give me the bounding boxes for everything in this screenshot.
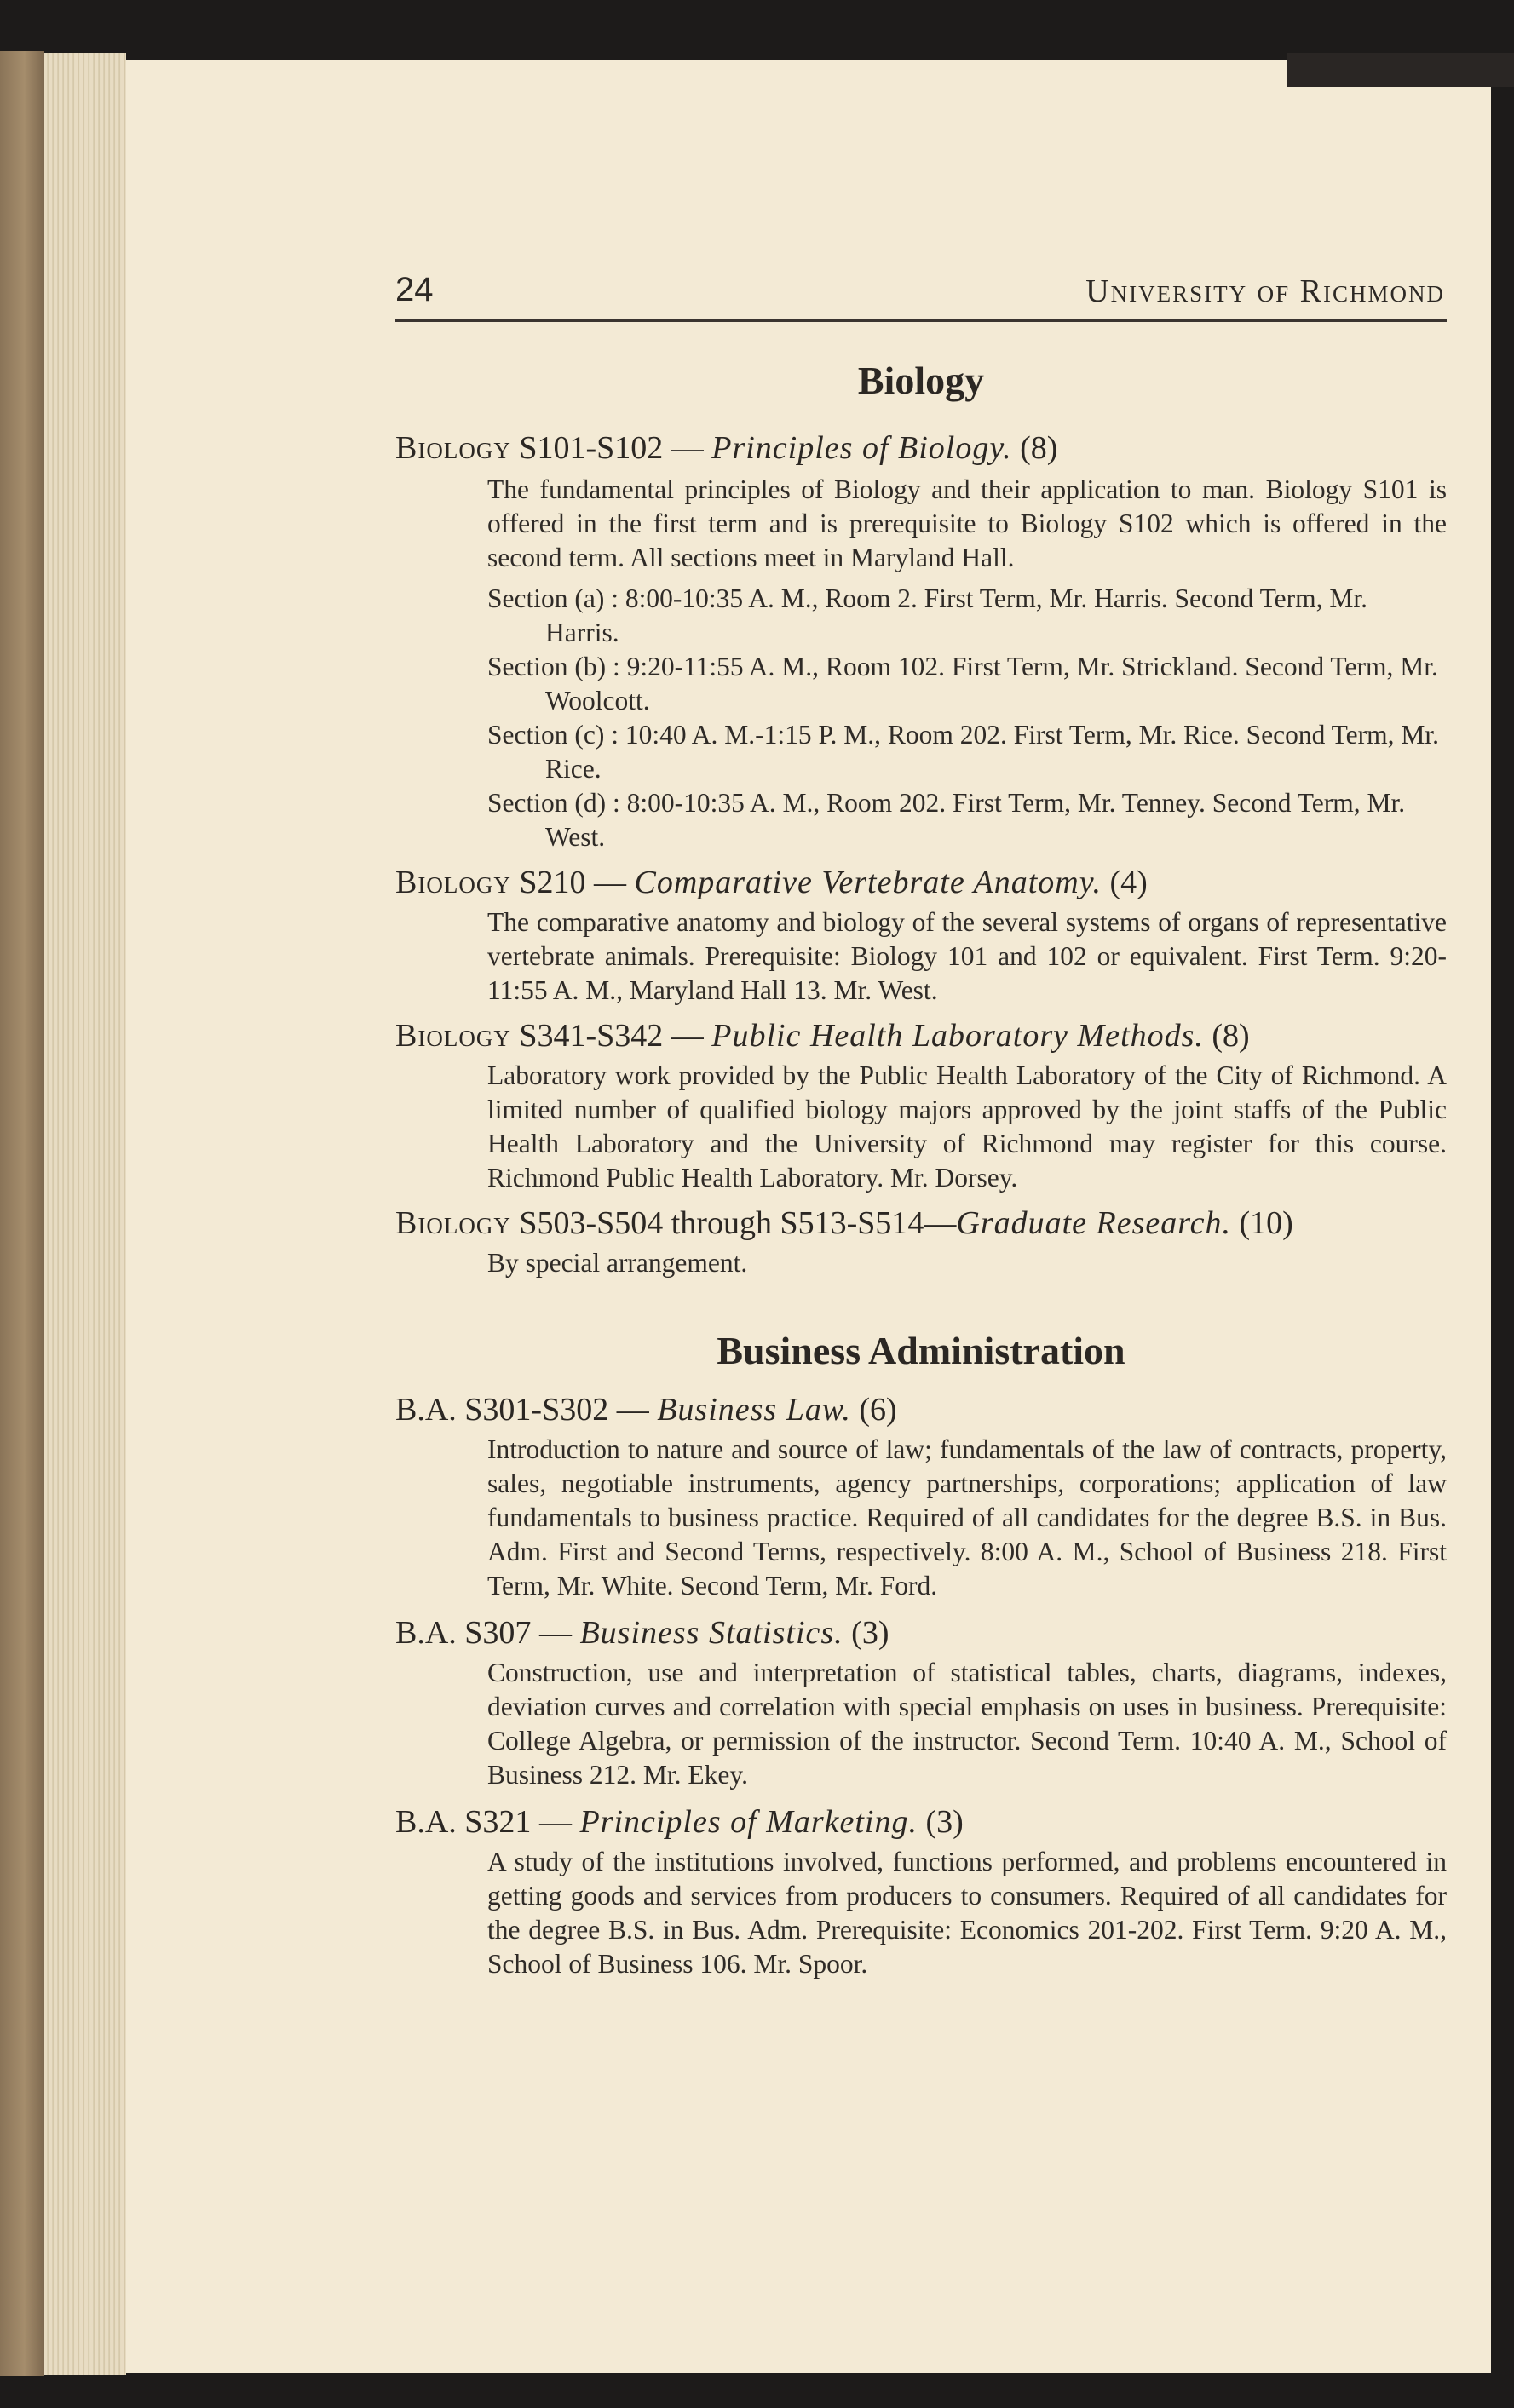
course-description: A study of the institutions involved, functions performed, and problems encountered in getting goods and services from producers to consumers. Required of all candidates for the degree B.S. in Bus. Adm. Prerequisite: Economics 201-202. First Term. 9:20 A. M., School of Business 106. Mr. Spoor. <box>487 1847 1447 1979</box>
course-title: Principles of Marketing. <box>579 1804 918 1840</box>
course-dash: — <box>663 430 712 466</box>
course-header <box>395 428 1447 468</box>
course-description: By special arrangement. <box>487 1248 748 1278</box>
course-number: S101-S102 <box>519 430 664 466</box>
course-entry <box>395 1016 1447 1195</box>
page-edges <box>44 53 126 2375</box>
course-number: S503-S504 through S513-S514 <box>519 1205 924 1241</box>
course-section-b: Section (b) : 9:20-11:55 A. M., Room 102. First Term, Mr. Strickland. Second Term, Mr. Woolcott. <box>487 652 1438 716</box>
header-rule <box>395 319 1447 322</box>
course-dash: — <box>531 1615 580 1651</box>
course-number: S301-S302 <box>464 1392 609 1428</box>
course-dept: B.A. <box>395 1392 457 1428</box>
course-description: The fundamental principles of Biology and their application to man. Biology S101 is offered in the first term and is prerequisite to Biology S102 which is offered in the second term. All sections meet in Maryland Hall. <box>487 474 1447 572</box>
publication-name: University of Richmond <box>1085 273 1445 309</box>
course-number: S210 <box>519 865 586 900</box>
course-dept: B.A. <box>395 1615 457 1651</box>
course-title: Public Health Laboratory Methods. <box>711 1018 1204 1054</box>
course-header <box>395 1613 1447 1652</box>
course-dash: — <box>531 1804 580 1840</box>
course-description: Laboratory work provided by the Public Health Laboratory of the City of Richmond. A limited number of qualified biology majors approved by the joint staffs of the Public Health Laboratory and the University of Richmond may register for this course. Richmond Public Health Laboratory. Mr. Dorsey. <box>487 1060 1447 1193</box>
course-title: Business Statistics. <box>579 1615 843 1651</box>
course-entry <box>395 1802 1447 1981</box>
course-dept: Biology <box>395 1018 511 1054</box>
course-dash: — <box>663 1018 712 1054</box>
book-cover-edge <box>0 51 44 2376</box>
course-dash: — <box>924 1205 957 1241</box>
course-credits: (3) <box>925 1804 964 1840</box>
course-dash: — <box>608 1392 658 1428</box>
course-description: Introduction to nature and source of law; fundamentals of the law of contracts, property, sales, negotiable instruments, agency partnerships, corporations; application of law fundamentals to business practice. Required of all candidates for the degree B.S. in Bus. Adm. First and Second Terms, respectively. 8:00 A. M., School of Business 218. First Term, Mr. White. Second Term, Mr. Ford. <box>487 1434 1447 1601</box>
course-dept: B.A. <box>395 1804 457 1840</box>
course-entry <box>395 863 1447 1008</box>
course-header <box>395 863 1447 902</box>
course-dept: Biology <box>395 865 511 900</box>
course-entry <box>395 428 1447 854</box>
course-header <box>395 1204 1447 1243</box>
course-credits: (6) <box>859 1392 897 1428</box>
course-header <box>395 1016 1447 1055</box>
course-number: S341-S342 <box>519 1018 664 1054</box>
section-heading-business-administration: Business Administration <box>717 1329 1125 1372</box>
course-header <box>395 1802 1447 1842</box>
course-title: Comparative Vertebrate Anatomy. <box>634 865 1102 900</box>
course-section-c: Section (c) : 10:40 A. M.-1:15 P. M., Room 202. First Term, Mr. Rice. Second Term, Mr. Rice. <box>487 720 1440 784</box>
course-entry <box>395 1613 1447 1792</box>
running-head <box>395 271 1445 322</box>
course-description: Construction, use and interpretation of statistical tables, charts, diagrams, indexes, deviation curves and correlation with special emphasis on uses in business. Prerequisite: College Algebra, or permission of the instructor. Second Term. 10:40 A. M., School of Business 212. Mr. Ekey. <box>487 1658 1447 1790</box>
course-title: Business Law. <box>657 1392 851 1428</box>
course-entry <box>395 1390 1447 1603</box>
course-header <box>395 1390 1447 1429</box>
course-dash: — <box>585 865 635 900</box>
course-credits: (8) <box>1020 430 1058 466</box>
course-title: Principles of Biology. <box>711 430 1012 466</box>
course-entry <box>395 1204 1447 1280</box>
page-number: 24 <box>395 271 434 308</box>
course-number: S307 <box>464 1615 532 1651</box>
page-corner-shadow <box>1287 53 1514 87</box>
course-title: Graduate Research. <box>956 1205 1232 1241</box>
course-section-a: Section (a) : 8:00-10:35 A. M., Room 2. First Term, Mr. Harris. Second Term, Mr. Harris. <box>487 583 1367 647</box>
course-credits: (10) <box>1239 1205 1293 1241</box>
course-number: S321 <box>464 1804 532 1840</box>
course-section-d: Section (d) : 8:00-10:35 A. M., Room 202. First Term, Mr. Tenney. Second Term, Mr. West. <box>487 788 1406 852</box>
section-heading-biology: Biology <box>857 359 985 402</box>
course-description: The comparative anatomy and biology of the several systems of organs of representative vertebrate animals. Prerequisite: Biology 101 and 102 or equivalent. First Term. 9:20-11:55 A. M., Maryland Hall 13. Mr. West. <box>487 907 1447 1005</box>
course-credits: (8) <box>1212 1018 1250 1054</box>
course-credits: (3) <box>851 1615 889 1651</box>
course-dept: Biology <box>395 430 511 466</box>
course-dept: Biology <box>395 1205 511 1241</box>
course-credits: (4) <box>1109 865 1148 900</box>
page-content <box>395 341 1447 1981</box>
